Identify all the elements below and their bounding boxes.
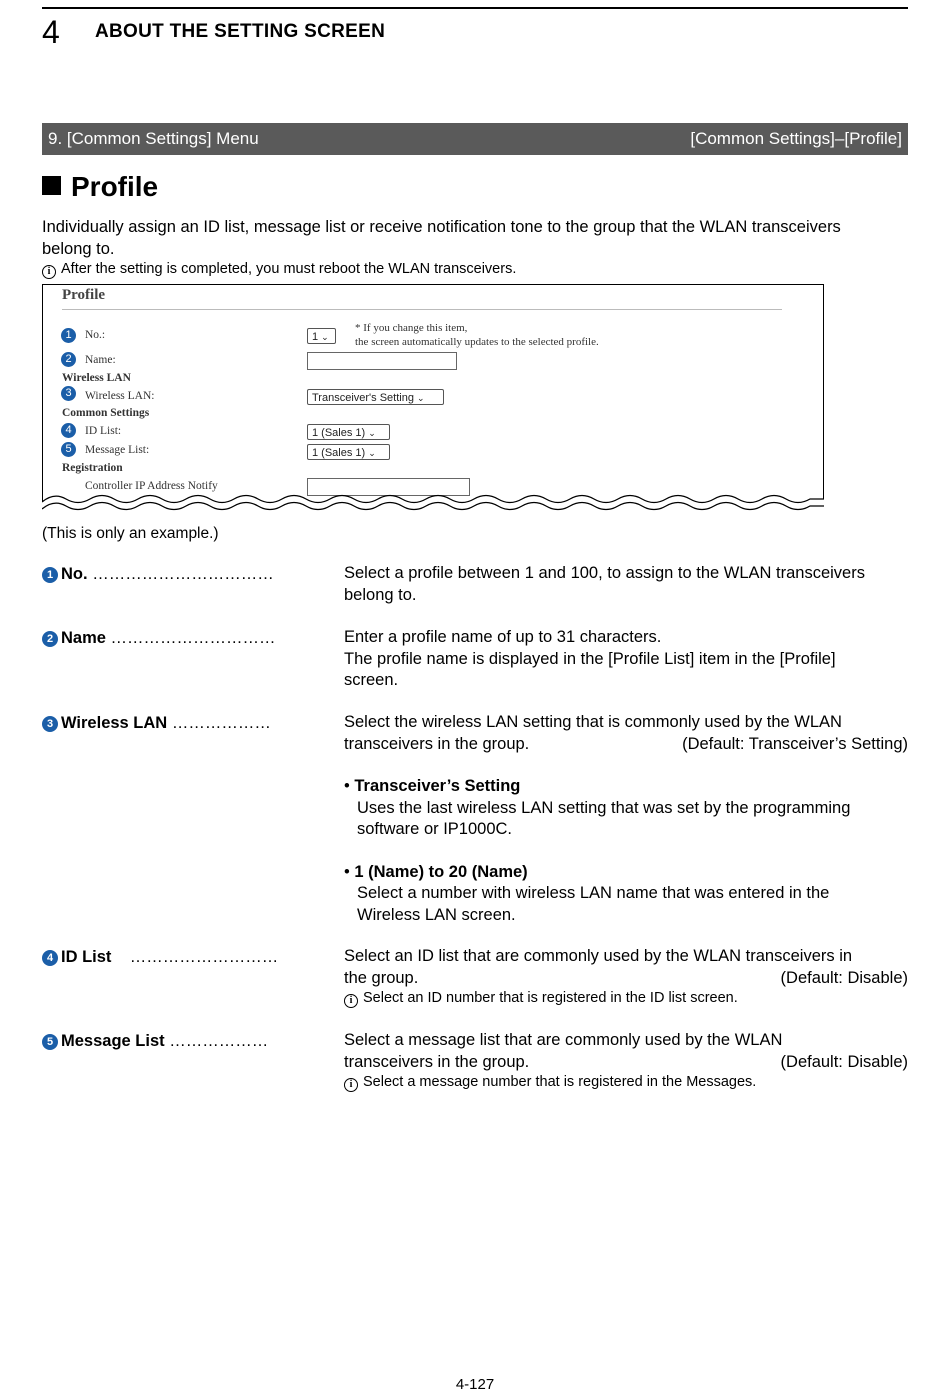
no-select[interactable]: 1 ⌄ xyxy=(307,328,336,344)
desc-line: Select a message list that are commonly used by the WLAN xyxy=(344,1031,783,1049)
badge-2: 2 xyxy=(61,352,76,367)
badge-1: 1 xyxy=(61,328,76,343)
torn-edge-wave xyxy=(42,489,824,516)
desc-line: the group. xyxy=(344,968,419,987)
section-title xyxy=(42,169,158,205)
reboot-note-text: After the setting is completed, you must reboot the WLAN transceivers. xyxy=(61,261,517,277)
screenshot-divider xyxy=(62,309,782,310)
chapter-number: 4 xyxy=(42,14,60,50)
number-badge: 3 xyxy=(42,716,58,732)
badge-3: 3 xyxy=(61,386,76,401)
leader-dots: …………………………… xyxy=(92,565,274,583)
example-caption: (This is only an example.) xyxy=(42,525,219,542)
desc-line: Enter a profile name of up to 31 characters. xyxy=(344,628,662,646)
bullet-body: software or IP1000C. xyxy=(357,820,512,838)
chevron-down-icon: ⌄ xyxy=(321,332,329,342)
default-value: (Default: Disable) xyxy=(780,1052,908,1071)
number-badge: 2 xyxy=(42,631,58,647)
chevron-down-icon: ⌄ xyxy=(368,428,376,438)
desc-line: The profile name is displayed in the [Profile List] item in the [Profile] xyxy=(344,649,836,668)
intro-line: Individually assign an ID list, message list or receive notification tone to the group that the WLAN transceivers xyxy=(42,218,841,236)
message-list-note: i Select a message number that is registered in the Messages. xyxy=(344,1073,908,1092)
number-badge: 5 xyxy=(42,1034,58,1050)
term-id-list xyxy=(42,946,292,968)
page-number: 4-127 xyxy=(455,1376,495,1393)
chevron-down-icon: ⌄ xyxy=(416,393,425,403)
registration-group: Registration xyxy=(62,462,123,474)
desc-line: transceivers in the group. xyxy=(344,1052,530,1071)
chevron-down-icon: ⌄ xyxy=(368,448,376,458)
desc-line: transceivers in the group. xyxy=(344,734,530,753)
hint-line-1: * If you change this item, xyxy=(355,322,468,334)
bullet-name-range: • 1 (Name) to 20 (Name) xyxy=(344,862,528,881)
leader-dots: ……………… xyxy=(169,1032,269,1050)
wireless-lan-group: Wireless LAN xyxy=(62,372,131,384)
wireless-lan-label: Wireless LAN: xyxy=(85,390,155,402)
intro-line: belong to. xyxy=(42,240,115,258)
bullet-body: Uses the last wireless LAN setting that was set by the programming xyxy=(357,798,851,817)
common-settings-group: Common Settings xyxy=(62,407,150,419)
badge-5: 5 xyxy=(61,442,76,457)
no-label: No.: xyxy=(85,329,106,341)
term-name xyxy=(42,627,292,649)
screenshot-title: Profile xyxy=(62,287,106,303)
chapter-title: ABOUT THE SETTING SCREEN xyxy=(95,21,386,42)
term-message-list xyxy=(42,1030,292,1052)
desc-line: Select an ID list that are commonly used by the WLAN transceivers in xyxy=(344,947,853,965)
section-intro xyxy=(42,216,908,260)
section-title-text: Profile xyxy=(71,171,159,202)
leader-dots: ………………………… xyxy=(110,629,276,647)
id-list-label: ID List: xyxy=(85,425,122,437)
leader-dots: ……………… xyxy=(171,714,271,732)
wireless-lan-select[interactable]: Transceiver's Setting ⌄ xyxy=(307,389,444,405)
hint-line-2: the screen automatically updates to the selected profile. xyxy=(355,336,599,348)
menu-bar-right: [Common Settings]–[Profile] xyxy=(690,129,902,148)
info-icon: i xyxy=(344,994,358,1008)
reboot-note xyxy=(42,260,516,279)
desc-message-list xyxy=(344,1030,908,1092)
name-label: Name: xyxy=(85,354,116,366)
desc-name xyxy=(344,627,908,692)
controller-ip-label: Controller IP Address Notify xyxy=(85,480,218,492)
desc-line: Select the wireless LAN setting that is commonly used by the WLAN xyxy=(344,713,842,731)
desc-wireless-lan xyxy=(344,712,908,926)
default-value: (Default: Disable) xyxy=(780,968,908,987)
default-value: (Default: Transceiver’s Setting) xyxy=(682,734,908,753)
term-label: Wireless LAN xyxy=(61,714,168,732)
term-label: ID List xyxy=(61,948,112,966)
menu-bar xyxy=(42,123,908,155)
bullet-body: Select a number with wireless LAN name that was entered in the xyxy=(357,884,830,902)
desc-id-list xyxy=(344,946,908,1008)
desc-no xyxy=(344,563,908,606)
term-wireless-lan xyxy=(42,712,292,734)
term-label: Message List xyxy=(61,1032,165,1050)
number-badge: 1 xyxy=(42,567,58,583)
desc-line: screen. xyxy=(344,671,399,689)
term-label: Name xyxy=(61,629,106,647)
info-icon: i xyxy=(344,1078,358,1092)
menu-bar-left: 9. [Common Settings] Menu xyxy=(48,129,259,148)
square-bullet-icon xyxy=(42,176,61,195)
badge-4: 4 xyxy=(61,423,76,438)
term-no xyxy=(42,563,292,585)
header-rule xyxy=(42,7,908,9)
message-list-label: Message List: xyxy=(85,444,150,456)
info-icon: i xyxy=(42,265,56,279)
number-badge: 4 xyxy=(42,950,58,966)
example-screenshot xyxy=(42,284,824,516)
desc-line: belong to. xyxy=(344,585,417,604)
id-list-select[interactable]: 1 (Sales 1) ⌄ xyxy=(307,424,390,440)
name-input[interactable] xyxy=(307,352,457,370)
leader-dots: ……………………… xyxy=(129,948,279,966)
bullet-head: 1 (Name) to 20 (Name) xyxy=(354,862,528,881)
desc-line: Select a profile between 1 and 100, to assign to the WLAN transceivers xyxy=(344,564,865,582)
term-label: No. xyxy=(61,565,88,583)
bullet-head: Transceiver’s Setting xyxy=(354,777,521,795)
bullet-transceiver-setting: • Transceiver’s Setting xyxy=(344,777,521,795)
id-list-note: i Select an ID number that is registered in the ID list screen. xyxy=(344,989,908,1008)
bullet-body: Wireless LAN screen. xyxy=(357,905,516,924)
message-list-select[interactable]: 1 (Sales 1) ⌄ xyxy=(307,444,390,460)
